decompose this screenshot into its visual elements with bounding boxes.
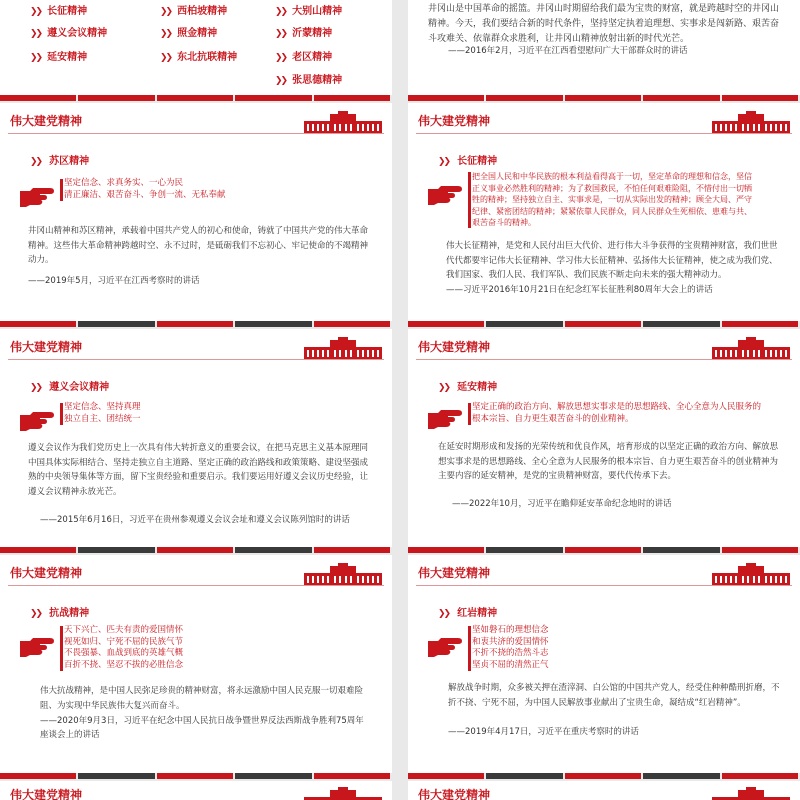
slide-fragment-left xyxy=(0,0,392,95)
quote-bar xyxy=(60,179,63,201)
quote-bar xyxy=(468,172,471,228)
slide-partial-right xyxy=(408,781,800,800)
pointing-hand-icon xyxy=(20,185,54,207)
divider-bar xyxy=(0,547,392,553)
divider-bar xyxy=(0,773,392,779)
list-item: ❯❯ 东北抗联精神 xyxy=(160,52,238,63)
divider-bar xyxy=(408,95,800,101)
list-item: ❯❯ 沂蒙精神 xyxy=(275,28,333,39)
pointing-hand-icon xyxy=(20,635,54,657)
list-item: ❯❯ 延安精神 xyxy=(30,52,88,63)
citation: ——2015年6月16日，习近平在贵州参观遵义会议会址和遵义会议陈列馆时的讲话 xyxy=(40,515,350,525)
pointing-hand-icon xyxy=(428,183,462,205)
body-text: 解放战争时期，众多被关押在渣滓洞、白公馆的中国共产党人，经受住种种酷刑折磨，不折不挠、宁死不屈，为中国人民解放事业献出了宝贵生命，凝结成“红岩精神”。 xyxy=(448,683,780,708)
building-icon xyxy=(712,787,790,800)
header-rule xyxy=(416,585,792,586)
body-text: 伟大抗战精神，是中国人民弥足珍贵的精神财富，将永远激励中国人民克服一切艰难险阻、为实现中华民族伟大复兴而奋斗。 xyxy=(40,686,364,711)
slide-partial-left xyxy=(0,781,392,800)
divider-bar xyxy=(408,547,800,553)
quote-bar xyxy=(60,403,63,425)
quote-block: 坚如磐石的理想信念 和衷共济的爱国情怀 不折不挠的浩然斗志 坚贞不屈的清然正气 xyxy=(472,625,549,670)
divider-bar xyxy=(408,321,800,327)
section-title: ❯❯ 长征精神 xyxy=(438,156,498,167)
body-text: 在延安时期形成和发扬的光荣传统和优良作风，培育形成的以坚定正确的政治方向、解放思想实事求是的思想路线、全心全意为人民服务的根本宗旨、自力更生艰苦奋斗的创业精神为主要内容的延安精神，是党的宝贵精神财富，要代代传承下去。 xyxy=(438,442,779,481)
building-icon xyxy=(712,111,790,133)
header-rule xyxy=(8,359,384,360)
slide-yanan xyxy=(408,329,800,547)
header-rule xyxy=(416,359,792,360)
quote-block: 坚定信念、求真务实、一心为民 清正廉洁、艰苦奋斗、争创一流、无私奉献 xyxy=(64,178,226,200)
slide-fragment-right xyxy=(408,0,800,95)
quote-bar xyxy=(60,626,63,671)
building-icon xyxy=(304,787,382,800)
list-item: ❯❯ 老区精神 xyxy=(275,52,333,63)
list-item: ❯❯ 照金精神 xyxy=(160,28,218,39)
building-icon xyxy=(304,563,382,585)
citation: ——2020年9月3日，习近平在纪念中国人民抗日战争暨世界反法西斯战争胜利75周年座谈会上的讲话 xyxy=(40,716,364,740)
body-text: 井冈山是中国革命的摇篮。井冈山时期留给我们最为宝贵的财富，就是跨越时空的井冈山精神。今天，我们要结合新的时代条件，坚持坚定执着追理想、实事求是闯新路、艰苦奋斗攻难关、依靠群众求胜利，让井冈山精神放射出新的时代光芒。 xyxy=(428,4,780,44)
header-title: 伟大建党精神 xyxy=(10,566,83,580)
section-title: ❯❯ 抗战精神 xyxy=(30,608,90,619)
citation: ——2019年5月，习近平在江西考察时的讲话 xyxy=(28,276,200,286)
header-title: 伟大建党精神 xyxy=(418,340,491,354)
list-item: ❯❯ 西柏坡精神 xyxy=(160,6,228,17)
pointing-hand-icon xyxy=(428,635,462,657)
slide-suqu xyxy=(0,103,392,321)
section-title: ❯❯ 延安精神 xyxy=(438,382,498,393)
header-rule xyxy=(416,133,792,134)
list-item: ❯❯ 张思德精神 xyxy=(275,75,343,86)
citation: ——2016年2月，习近平在江西看望慰问广大干部群众时的讲话 xyxy=(448,46,688,56)
pointing-hand-icon xyxy=(428,407,462,429)
body-text: 遵义会议作为我们党历史上一次具有伟大转折意义的重要会议，在把马克思主义基本原理同中国具体实际相结合、坚持走独立自主道路、坚定正确的政治路线和政策策略、建设坚强成熟的中央领导集体等方面，留下宝贵经验和重要启示。我们要运用好遵义会议历史经验，让遵义会议精神永放光芒。 xyxy=(28,443,369,497)
pointing-hand-icon xyxy=(20,409,54,431)
quote-block: 坚定正确的政治方向、解放思想实事求是的思想路线、全心全意为人民服务的 根本宗旨、自力更生艰苦奋斗的创业精神。 xyxy=(472,402,762,424)
quote-bar xyxy=(468,626,471,671)
quote-block: 天下兴亡、匹夫有责的爱国情怀 视死如归、宁死不屈的民族气节 不畏强暴、血战到底的英雄气概 百折不挠、坚忍不拔的必胜信念 xyxy=(64,625,184,670)
building-icon xyxy=(712,337,790,359)
slide-zunyi xyxy=(0,329,392,547)
header-title: 伟大建党精神 xyxy=(418,114,491,128)
building-icon xyxy=(712,563,790,585)
divider-bar xyxy=(408,773,800,779)
citation: ——2022年10月，习近平在瞻仰延安革命纪念地时的讲话 xyxy=(452,499,672,509)
header-title: 伟大建党精神 xyxy=(418,566,491,580)
list-item: ❯❯ 遵义会议精神 xyxy=(30,28,108,39)
building-icon xyxy=(304,337,382,359)
slide-hongyan xyxy=(408,555,800,773)
building-icon xyxy=(304,111,382,133)
header-title: 伟大建党精神 xyxy=(10,114,83,128)
header-title: 伟大建党精神 xyxy=(10,788,83,800)
divider-bar xyxy=(0,321,392,327)
section-title: ❯❯ 苏区精神 xyxy=(30,156,90,167)
header-rule xyxy=(8,133,384,134)
quote-bar xyxy=(468,403,471,425)
quote-block: 坚定信念、坚持真理 独立自主、团结统一 xyxy=(64,402,141,424)
quote-block: 把全国人民和中华民族的根本利益看得高于一切，坚定革命的理想和信念，坚信 正义事业必然胜利的精神；为了救国救民，不怕任何艰难险阻，不惜付出一切牺 牲的精神；坚持独立自主、实事求是，一切从实际出发的精神；顾全大局、严守 纪律、紧密团结的精神；紧紧依靠人民群众，同人民群众生死相依、患难与共、 艰苦奋斗的精神。 xyxy=(472,172,752,227)
header-title: 伟大建党精神 xyxy=(10,340,83,354)
list-item: ❯❯ 大别山精神 xyxy=(275,6,343,17)
slide-changzheng xyxy=(408,103,800,321)
list-item: ❯❯ 长征精神 xyxy=(30,6,88,17)
divider-bar xyxy=(0,95,392,101)
header-rule xyxy=(8,585,384,586)
body-text: 井冈山精神和苏区精神，承载着中国共产党人的初心和使命，铸就了中国共产党的伟大革命精神。这些伟大革命精神跨越时空、永不过时，是砥砺我们不忘初心、牢记使命的不竭精神动力。 xyxy=(28,226,369,265)
section-title: ❯❯ 遵义会议精神 xyxy=(30,382,110,393)
slide-kangzhan xyxy=(0,555,392,773)
citation: ——2019年4月17日，习近平在重庆考察时的讲话 xyxy=(448,727,639,737)
section-title: ❯❯ 红岩精神 xyxy=(438,608,498,619)
body-text: 伟大长征精神，是党和人民付出巨大代价、进行伟大斗争获得的宝贵精神财富，我们世世代代都要牢记伟大长征精神、学习伟大长征精神、弘扬伟大长征精神，使之成为我们党、我们国家、我们人民、我们军队、我们民族不断走向未来的强大精神动力。 xyxy=(446,241,778,280)
header-title: 伟大建党精神 xyxy=(418,788,491,800)
citation: ——习近平2016年10月21日在纪念红军长征胜利80周年大会上的讲话 xyxy=(446,285,713,295)
